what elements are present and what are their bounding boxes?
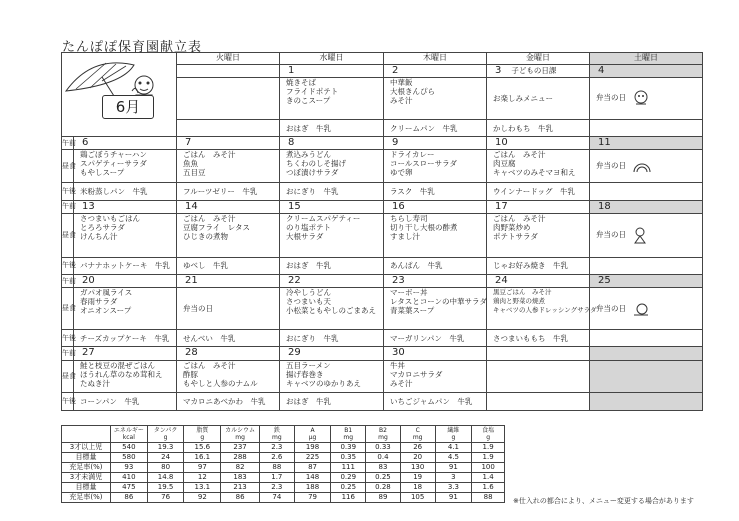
snack-cell xyxy=(590,119,703,137)
nutrition-header-cell: C mg xyxy=(400,426,435,443)
nutrition-cell: 1.9 xyxy=(472,453,505,463)
nutrition-cell: 3 xyxy=(435,473,472,483)
nutrition-cell: 0.39 xyxy=(331,443,366,453)
day-tue: 火曜日 xyxy=(177,53,280,65)
nutrition-row xyxy=(62,463,505,473)
nutrition-cell: 19.3 xyxy=(147,443,184,453)
nutrition-row xyxy=(62,453,505,463)
nutrition-cell: 1.7 xyxy=(259,473,294,483)
nutrition-cell: 1.4 xyxy=(472,473,505,483)
nutrition-cell: 0.4 xyxy=(366,453,401,463)
nutrition-table xyxy=(61,425,505,503)
nutrition-cell: 74 xyxy=(259,493,294,503)
snack-cell: クリームパン 牛乳 xyxy=(384,119,487,137)
nutrition-cell: 0.28 xyxy=(366,483,401,493)
nutrition-cell: 16.1 xyxy=(184,453,221,463)
menu-calendar xyxy=(61,52,703,411)
day-header-row xyxy=(62,53,703,65)
nutrition-cell: 4.5 xyxy=(435,453,472,463)
nutrition-header-cell xyxy=(62,426,111,443)
nutrition-cell: 100 xyxy=(472,463,505,473)
day-thu: 木曜日 xyxy=(384,53,487,65)
nutrition-header xyxy=(62,426,505,443)
nutrition-cell: 20 xyxy=(400,453,435,463)
nutrition-cell: 26 xyxy=(400,443,435,453)
nutrition-cell: 0.25 xyxy=(366,473,401,483)
week-2-snack: 午後 米粉蒸しパン 牛乳 フルーツゼリー 牛乳 おにぎり 牛乳 ラスク 牛乳 ウインナードッグ 牛乳 xyxy=(62,183,703,201)
nutrition-cell: 91 xyxy=(435,463,472,473)
nutrition-cell: 475 xyxy=(110,483,147,493)
week-5-dates: 午前 27 28 29 30 xyxy=(62,347,703,360)
snack-cell: かしわもち 牛乳 xyxy=(487,119,590,137)
nutrition-header-cell: 脂質 g xyxy=(184,426,221,443)
nutrition-cell: 2.3 xyxy=(259,443,294,453)
nutrition-cell: 充足率(%) xyxy=(62,463,111,473)
nutrition-cell: 86 xyxy=(221,493,260,503)
nutrition-cell: 116 xyxy=(331,493,366,503)
nutrition-cell: 0.29 xyxy=(331,473,366,483)
week-3-snack: 午後 バナナホットケーキ 牛乳 ゆべし 牛乳 おはぎ 牛乳 あんぱん 牛乳 じゃお好み焼き 牛乳 xyxy=(62,257,703,275)
week-4-lunch: 昼食 ガパオ風ライス 春雨サラダ オニオンスープ 弁当の日 冷やしうどん さつまいも天 小松菜ともやしのごまあえ マーボー丼 レタスとコーンの中華サラダ 青菜葉スープ 黒豆ごはん みそ汁 鶏肉と野菜の焼煮 キャベツの人参ドレッシングサラダ 弁当の日 xyxy=(62,288,703,330)
rainbow-icon xyxy=(632,159,652,173)
nutrition-cell: 3才以上児 xyxy=(62,443,111,453)
week-3-lunch: 昼食 さつまいもごはん とろろサラダ けんちん汁 ごはん みそ汁 豆腐フライ レタス ひじきの煮物 クリームスパゲティー のり塩ポテト 大根サラダ ちらし寿司 切り干し大根の酢煮 すまし汁 ごはん みそ汁 肉野菜炒め ポテトサラダ 弁当の日 xyxy=(62,213,703,257)
week-5-lunch: 昼食 鮭と枝豆の混ぜごはん ほうれん草のなめ茸和え たぬき汁 ごはん みそ汁 酢豚 もやしと人参のナムル 五目ラーメン 揚げ春巻き キャベツのゆかりあえ 牛丼 マカロニサラダ みそ汁 xyxy=(62,360,703,393)
lunch-cell: 焼きそば フライドポテト きのこスープ xyxy=(280,78,384,120)
nutrition-cell: 198 xyxy=(294,443,331,453)
nutrition-header-cell: A μg xyxy=(294,426,331,443)
flower-girl-icon xyxy=(632,226,648,244)
nutrition-cell: 12 xyxy=(184,473,221,483)
nutrition-cell: 2.3 xyxy=(259,483,294,493)
snail-icon xyxy=(632,302,650,316)
nutrition-row xyxy=(62,443,505,453)
nutrition-cell: 410 xyxy=(110,473,147,483)
nutrition-cell: 76 xyxy=(147,493,184,503)
nutrition-cell: 88 xyxy=(472,493,505,503)
nutrition-cell: 13.1 xyxy=(184,483,221,493)
nutrition-cell: 15.6 xyxy=(184,443,221,453)
nutrition-cell: 580 xyxy=(110,453,147,463)
nutrition-cell: 111 xyxy=(331,463,366,473)
nutrition-cell: 1.9 xyxy=(472,443,505,453)
nutrition-cell: 91 xyxy=(435,493,472,503)
nutrition-cell: 148 xyxy=(294,473,331,483)
nutrition-cell: 4.1 xyxy=(435,443,472,453)
week-4-dates: 午前 20 21 22 23 24 25 xyxy=(62,275,703,288)
week-5-snack: 午後 コーンパン 牛乳 マカロニあべかわ 牛乳 おはぎ 牛乳 いちごジャムパン 牛乳 xyxy=(62,393,703,411)
nutrition-cell: 2.6 xyxy=(259,453,294,463)
nutrition-cell: 225 xyxy=(294,453,331,463)
nutrition-cell: 目標量 xyxy=(62,453,111,463)
nutrition-cell: 82 xyxy=(221,463,260,473)
month-label: 6月 xyxy=(102,95,154,119)
week-2-lunch: 昼食 鶏ごぼうチャーハン スパゲティーサラダ もやしスープ ごはん みそ汁 魚魚 五目豆 煮込みうどん ちくわのしそ揚げ つぼ漬けサラダ ドライカレー コールスローサラダ ゆで卵 ごはん みそ汁 肉豆腐 キャベツのみそマヨ和え 弁当の日 xyxy=(62,150,703,183)
nutrition-cell: 288 xyxy=(221,453,260,463)
nutrition-cell: 130 xyxy=(400,463,435,473)
lunch-cell: 弁当の日 xyxy=(590,78,703,120)
nutrition-cell: 237 xyxy=(221,443,260,453)
week-2-dates: 午前 6 7 8 9 10 11 xyxy=(62,137,703,150)
nutrition-cell: 93 xyxy=(110,463,147,473)
nutrition-cell: 83 xyxy=(366,463,401,473)
lunch-cell: お楽しみメニュー xyxy=(487,78,590,120)
nutrition-cell: 92 xyxy=(184,493,221,503)
page-title: たんぽぽ保育園献立表 xyxy=(62,40,203,55)
nutrition-cell: 80 xyxy=(147,463,184,473)
nutrition-header-cell: B1 mg xyxy=(331,426,366,443)
nutrition-cell: 0.35 xyxy=(331,453,366,463)
nutrition-cell: 87 xyxy=(294,463,331,473)
nutrition-cell: 183 xyxy=(221,473,260,483)
nutrition-header-cell: カルシウム mg xyxy=(221,426,260,443)
nutrition-row xyxy=(62,493,505,503)
nutrition-cell: 3才未満児 xyxy=(62,473,111,483)
date-cell: 4 xyxy=(590,65,703,78)
nutrition-row xyxy=(62,483,505,493)
nutrition-header-cell: B2 mg xyxy=(366,426,401,443)
nutrition-cell: 目標量 xyxy=(62,483,111,493)
date-cell: 1 xyxy=(280,65,384,78)
nutrition-cell: 24 xyxy=(147,453,184,463)
nutrition-cell: 188 xyxy=(294,483,331,493)
nutrition-cell: 19 xyxy=(400,473,435,483)
nutrition-cell: 19.5 xyxy=(147,483,184,493)
nutrition-header-cell: 繊維 g xyxy=(435,426,472,443)
nutrition-cell: 105 xyxy=(400,493,435,503)
nutrition-header-cell: エネルギー kcal xyxy=(110,426,147,443)
date-cell: 3 子どもの日課 xyxy=(487,65,590,78)
event-label: 子どもの日課 xyxy=(511,66,557,76)
nutrition-cell: 18 xyxy=(400,483,435,493)
nutrition-cell: 86 xyxy=(110,493,147,503)
nutrition-cell: 14.8 xyxy=(147,473,184,483)
nutrition-cell: 79 xyxy=(294,493,331,503)
nutrition-cell: 540 xyxy=(110,443,147,453)
bento-character-icon xyxy=(632,90,650,106)
nutrition-cell: 充足率(%) xyxy=(62,493,111,503)
change-note: ※仕入れの都合により、メニュー変更する場合があります xyxy=(513,497,694,505)
snack-cell: おはぎ 牛乳 xyxy=(280,119,384,137)
nutrition-row xyxy=(62,473,505,483)
week-3-dates: 午前 13 14 15 16 17 18 xyxy=(62,200,703,213)
nutrition-cell: 213 xyxy=(221,483,260,493)
nutrition-cell: 88 xyxy=(259,463,294,473)
nutrition-cell: 0.33 xyxy=(366,443,401,453)
nutrition-cell: 0.25 xyxy=(331,483,366,493)
logo-cell xyxy=(62,53,177,137)
day-fri: 金曜日 xyxy=(487,53,590,65)
nutrition-cell: 89 xyxy=(366,493,401,503)
week-4-snack: 午後 チーズカップケーキ 牛乳 せんべい 牛乳 おにぎり 牛乳 マーガリンパン 牛乳 さつまいももち 牛乳 xyxy=(62,329,703,347)
nutrition-cell: 1.6 xyxy=(472,483,505,493)
nutrition-cell: 97 xyxy=(184,463,221,473)
day-wed: 水曜日 xyxy=(280,53,384,65)
nutrition-header-cell: 食塩 g xyxy=(472,426,505,443)
date-cell: 2 xyxy=(384,65,487,78)
nutrition-header-cell: 鉄 mg xyxy=(259,426,294,443)
nutrition-header-cell: タンパク g xyxy=(147,426,184,443)
lunch-cell: 中華飯 大根きんぴら みそ汁 xyxy=(384,78,487,120)
nutrition-cell: 3.3 xyxy=(435,483,472,493)
day-sat: 土曜日 xyxy=(590,53,703,65)
